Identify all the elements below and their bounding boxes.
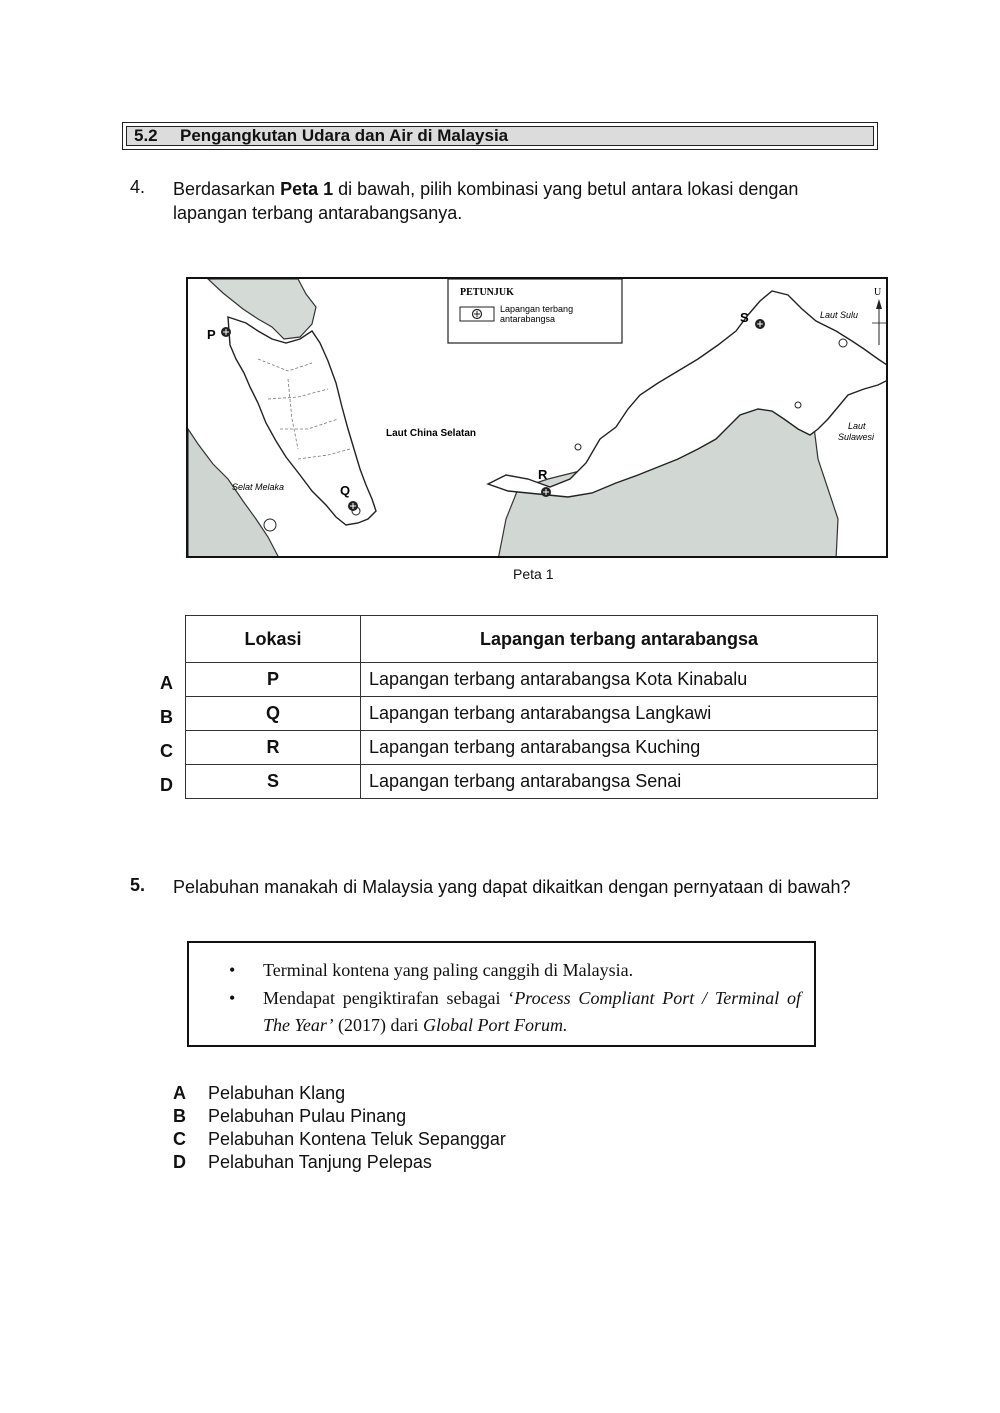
answer-letter-d: D	[173, 1152, 186, 1172]
row-airport: Lapangan terbang antarabangsa Langkawi	[361, 697, 878, 731]
svg-text:U: U	[874, 287, 882, 298]
question-4-number: 4.	[130, 177, 146, 197]
option-label-b: B	[160, 707, 173, 727]
row-location: Q	[186, 697, 361, 731]
table-row[interactable]	[186, 731, 878, 765]
answer-option-a[interactable]: Pelabuhan Klang	[208, 1083, 346, 1103]
row-airport: Lapangan terbang antarabangsa Kota Kinabalu	[361, 663, 878, 697]
answer-option-c[interactable]: Pelabuhan Kontena Teluk Sepanggar	[208, 1129, 506, 1149]
question-4-text-part: di bawah, pilih kombinasi yang betul antara lokasi dengan lapangan terbang antarabangsanya.	[173, 179, 799, 223]
question-4-text-part: Berdasarkan	[173, 179, 281, 199]
answer-letter-b: B	[173, 1106, 186, 1126]
table-row[interactable]	[186, 663, 878, 697]
label-laut-china-selatan: Laut China Selatan	[386, 428, 477, 439]
sumatra-landmass	[188, 429, 280, 558]
map-peta-1	[186, 277, 888, 558]
answer-letter-c: C	[173, 1129, 186, 1149]
legend-item-line1: Lapangan terbang	[500, 304, 574, 314]
question-4-text	[173, 177, 873, 225]
answer-letter-a: A	[173, 1083, 186, 1103]
peninsular-malaysia	[228, 317, 376, 525]
section-header	[122, 122, 878, 150]
statement-box	[187, 941, 816, 1047]
map-caption: Peta 1	[513, 566, 554, 582]
table-row[interactable]	[186, 765, 878, 799]
question-5-text: Pelabuhan manakah di Malaysia yang dapat dikaitkan dengan pernyataan di bawah?	[173, 877, 851, 897]
map-legend	[448, 279, 622, 343]
bullet-text-italic: Process Compliant Port / Terminal of The Year’	[263, 988, 802, 1035]
answer-option-d[interactable]: Pelabuhan Tanjung Pelepas	[208, 1152, 432, 1172]
answer-option-b[interactable]: Pelabuhan Pulau Pinang	[208, 1106, 407, 1126]
header-lokasi: Lokasi	[186, 616, 361, 663]
bullet-text: Mendapat pengiktirafan sebagai ‘	[263, 988, 515, 1008]
bullet-text-italic: Global Port Forum.	[423, 1015, 568, 1035]
row-location: S	[186, 765, 361, 799]
section-number: 5.2	[134, 126, 158, 145]
statement-bullet-2	[229, 985, 801, 1039]
table-row[interactable]	[186, 697, 878, 731]
label-laut-sulu: Laut Sulu	[820, 310, 859, 320]
north-arrow-icon	[872, 287, 886, 345]
row-airport: Lapangan terbang antarabangsa Senai	[361, 765, 878, 799]
question-4-map-ref: Peta 1	[280, 179, 334, 199]
row-location: P	[186, 663, 361, 697]
table-header-row	[186, 616, 878, 663]
legend-item-line2: antarabangsa	[500, 314, 556, 324]
label-laut-sulawesi: Sulawesi	[838, 432, 875, 442]
row-airport: Lapangan terbang antarabangsa Kuching	[361, 731, 878, 765]
row-location: R	[186, 731, 361, 765]
option-label-d: D	[160, 775, 173, 795]
label-selat-melaka: Selat Melaka	[232, 482, 285, 492]
legend-title: PETUNJUK	[460, 287, 514, 298]
question-5-number: 5.	[130, 875, 146, 895]
statement-bullet-1: • Terminal kontena yang paling canggih di Malaysia.	[229, 957, 801, 984]
bullet-text: (2017) dari	[333, 1015, 423, 1035]
map-point-s: S	[740, 310, 749, 325]
label-laut-sulawesi: Laut	[848, 421, 866, 431]
map-point-p: P	[207, 327, 216, 342]
map-point-q: Q	[340, 483, 351, 498]
header-lapangan: Lapangan terbang antarabangsa	[361, 616, 878, 663]
map-point-r: R	[538, 467, 548, 482]
option-label-a: A	[160, 673, 173, 693]
section-title: Pengangkutan Udara dan Air di Malaysia	[180, 126, 509, 145]
option-label-c: C	[160, 741, 173, 761]
options-table	[185, 615, 878, 799]
